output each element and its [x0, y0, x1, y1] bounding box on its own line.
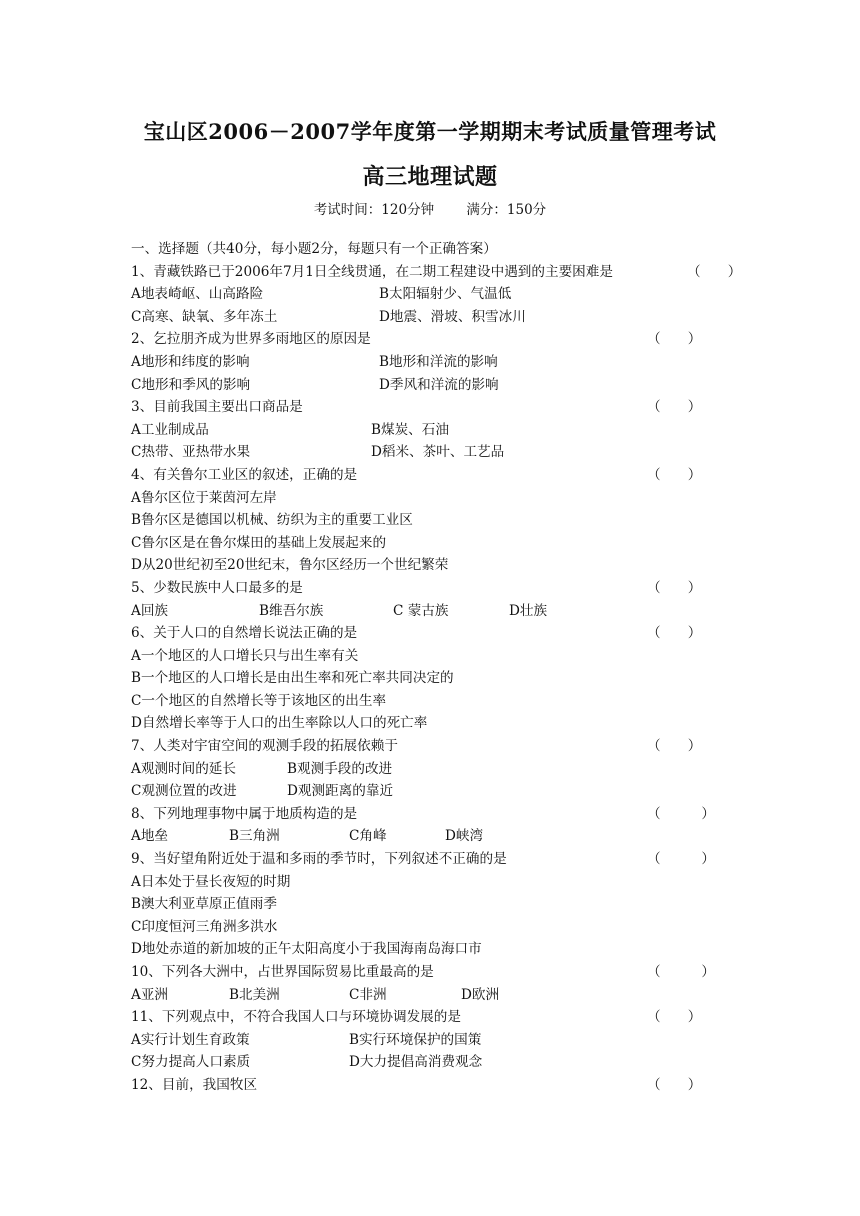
option: C鲁尔区是在鲁尔煤田的基础上发展起来的 [131, 534, 387, 551]
option: B鲁尔区是德国以机械、纺织为主的重要工业区 [131, 512, 413, 529]
option: C观测位置的改进 [131, 783, 237, 800]
option: D季风和洋流的影响 [379, 376, 499, 393]
answer-bracket: （ ） [647, 399, 702, 416]
question-stem: 4、有关鲁尔工业区的叙述，正确的是 （ ） [131, 464, 731, 487]
question-stem: 10、下列各大洲中，占世界国际贸易比重最高的是 （ ） [131, 961, 731, 984]
option: C热带、亚热带水果 [131, 444, 251, 461]
question-stem: 6、关于人口的自然增长说法正确的是 （ ） [131, 622, 731, 645]
exam-time: 考试时间：120分钟 [313, 202, 435, 218]
option-row [131, 374, 731, 397]
option: D稻米、茶叶、工艺品 [371, 444, 505, 461]
option-row [131, 441, 731, 464]
answer-bracket: （ ） [647, 851, 715, 868]
option: D地处赤道的新加坡的正午太阳高度小于我国海南岛海口市 [131, 941, 482, 958]
option: A日本处于昼长夜短的时期 [131, 873, 291, 890]
option: A观测时间的延长 [131, 760, 236, 777]
option: B太阳辐射少、气温低 [379, 286, 512, 303]
question-stem: 3、目前我国主要出口商品是 （ ） [131, 396, 731, 419]
question-stem: 11、下列观点中，不符合我国人口与环境协调发展的是 （ ） [131, 1006, 731, 1029]
option: D地震、滑坡、积雪冰川 [379, 308, 526, 325]
option: A工业制成品 [131, 421, 209, 438]
option: B一个地区的人口增长是由出生率和死亡率共同决定的 [131, 670, 454, 687]
option-row [131, 758, 731, 781]
option: D观测距离的靠近 [287, 783, 394, 800]
option-row [131, 306, 731, 329]
option-row [131, 419, 731, 442]
section-heading: 一、选择题（共40分，每小题2分，每题只有一个正确答案） [131, 241, 497, 257]
option: B三角洲 [229, 828, 280, 845]
answer-bracket: （ ） [647, 466, 702, 483]
option: D壮族 [509, 602, 548, 619]
option: C努力提高人口素质 [131, 1054, 251, 1071]
option: D自然增长率等于人口的出生率除以人口的死亡率 [131, 715, 428, 732]
option: C非洲 [349, 986, 387, 1003]
question-stem: 5、少数民族中人口最多的是 （ ） [131, 577, 731, 600]
full-score: 满分：150分 [466, 202, 547, 218]
option-row [131, 1051, 731, 1074]
option: A鲁尔区位于莱茵河左岸 [131, 489, 277, 506]
option: C地形和季风的影响 [131, 376, 251, 393]
option: C高寒、缺氧、多年冻土 [131, 308, 278, 325]
option: B地形和洋流的影响 [379, 353, 498, 370]
option: D从20世纪初至20世纪末，鲁尔区经历一个世纪繁荣 [131, 557, 449, 574]
option: D峡湾 [445, 828, 484, 845]
question-stem: 2、乞拉朋齐成为世界多雨地区的原因是 （ ） [131, 328, 731, 351]
option: C印度恒河三角洲多洪水 [131, 918, 278, 935]
question-list [131, 238, 742, 1097]
option-row [131, 600, 731, 623]
exam-subtitle: 高三地理试题 [362, 164, 498, 190]
option: A实行计划生育政策 [131, 1031, 250, 1048]
option: C一个地区的自然增长等于该地区的出生率 [131, 692, 387, 709]
exam-title: 宝山区2006－2007学年度第一学期期末考试质量管理考试 [143, 119, 717, 144]
option: D大力提倡高消费观念 [349, 1054, 483, 1071]
option: B北美洲 [229, 986, 280, 1003]
option-row [131, 1029, 731, 1052]
answer-bracket: （ ） [647, 579, 702, 596]
answer-bracket: （ ） [647, 331, 702, 348]
option: B观测手段的改进 [287, 760, 393, 777]
exam-info [0, 198, 860, 218]
option: C角峰 [349, 828, 387, 845]
question-stem: 7、人类对宇宙空间的观测手段的拓展依赖于 （ ） [131, 735, 731, 758]
question-stem: 9、当好望角附近处于温和多雨的季节时，下列叙述不正确的是 （ ） [131, 848, 731, 871]
option: A地垒 [131, 828, 169, 845]
option: C 蒙古族 [393, 602, 449, 619]
answer-bracket: （ ） [647, 1009, 702, 1026]
option: A亚洲 [131, 986, 169, 1003]
option: D欧洲 [461, 986, 500, 1003]
option: B澳大利亚草原正值雨季 [131, 896, 277, 913]
option: A地形和纬度的影响 [131, 353, 250, 370]
option-row [131, 984, 731, 1007]
option-row [131, 351, 731, 374]
answer-bracket: （ ） [647, 964, 715, 980]
answer-bracket: （ ） [647, 805, 715, 822]
question-stem: 1、青藏铁路已于2006年7月1日全线贯通，在二期工程建设中遇到的主要困难是 （ ） [131, 261, 731, 284]
option: B实行环境保护的国策 [349, 1031, 482, 1048]
option: A地表崎岖、山高路险 [131, 286, 264, 303]
answer-bracket: （ ） [647, 738, 702, 755]
answer-bracket: （ ） [647, 625, 702, 642]
option-row [131, 825, 731, 848]
option: A一个地区的人口增长只与出生率有关 [131, 647, 359, 664]
option: B维吾尔族 [259, 602, 324, 619]
question-stem: 8、下列地理事物中属于地质构造的是 （ ） [131, 803, 731, 826]
option-row [131, 283, 731, 306]
question-stem: 12、目前，我国牧区 （ ） [131, 1074, 731, 1097]
answer-bracket: （ ） [647, 1076, 702, 1093]
option-row [131, 780, 731, 803]
answer-bracket: （ ） [687, 263, 742, 280]
option: A回族 [131, 602, 169, 619]
option: B煤炭、石油 [371, 421, 449, 438]
